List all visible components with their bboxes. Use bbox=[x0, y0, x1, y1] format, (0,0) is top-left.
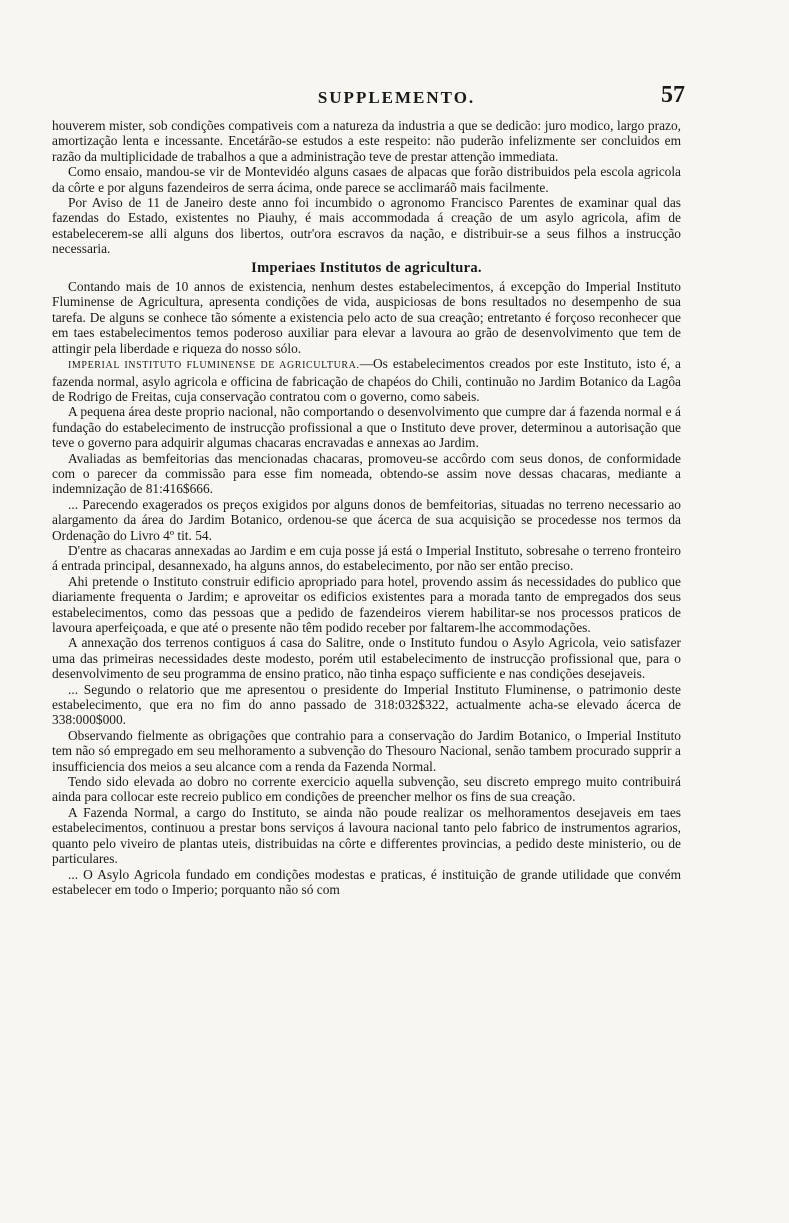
paragraph: Por Aviso de 11 de Janeiro deste anno foi incumbido o agronomo Francisco Parentes de examinar qual das fazendas do Estado, existentes no Piauhy, é mais accommodada á creação de um asylo agricola, afim de estabelecerem-se alli alguns dos libertos, outr'ora escravos da nação, e distribuir-se a seus filhos a instrucção necessaria. bbox=[52, 195, 681, 257]
paragraph-text: —Os estabelecimentos creados por este Instituto, isto é, a fazenda normal, asylo agricola e officina de fabricação de chapéos do Chili, continuão no Jardim Botanico da Lagôa de Rodrigo de Freitas, cuja conservação contratou com o governo, como sabeis. bbox=[52, 356, 681, 404]
paragraph: A pequena área deste proprio nacional, não comportando o desenvolvimento que cumpre dar á fazenda normal e á fundação do estabelecimento de instrucção profissional a que o Instituto deve prover, determinou a autorisação que teve o governo para adquirir algumas chacaras encravadas e annexas ao Jardim. bbox=[52, 404, 681, 451]
body-text bbox=[52, 118, 681, 897]
page-number: 57 bbox=[661, 82, 685, 108]
paragraph: D'entre as chacaras annexadas ao Jardim e em cuja posse já está o Imperial Instituto, sobresahe o terreno fronteiro á entrada principal, desannexado, ha alguns annos, do estabelecimento, por não ser então preciso. bbox=[52, 542, 681, 574]
paragraph: houverem mister, sob condições compativeis com a natureza da industria a que se dedicão: juro modico, largo prazo, amortização lenta e incessante. Encetárão-se estudos a este respeito: não puderão infelizmente ser concluidos em razão da multiplicidade de trabalhos a que a administração teve de prestar attenção immediata. bbox=[52, 118, 681, 164]
paragraph: Contando mais de 10 annos de existencia, nenhum destes estabelecimentos, á excepção do Imperial Instituto Fluminense de Agricultura, apresenta condições de vida, auspiciosas de bons resultados no desempenho de sua tarefa. De alguns se conhece tão sómente a existencia pelo acto de sua creação; entretanto é forçoso reconhecer que em taes estabelecimentos temos poderoso auxiliar para elevar a lavoura ao grão de desenvolvimento que tem de attingir pela liberdade e riqueza do nosso sólo. bbox=[52, 279, 681, 356]
paragraph: ... Segundo o relatorio que me apresentou o presidente do Imperial Instituto Fluminense, o patrimonio deste estabelecimento, que era no fim do anno passado de 318:032$322, actualmente acha-se elevado ácerca de 338:000$000. bbox=[52, 681, 681, 728]
paragraph: A annexação dos terrenos contiguos á casa do Salitre, onde o Instituto fundou o Asylo Agricola, veio satisfazer uma das primeiras necessidades deste modesto, porém util estabelecimento de instrucção profissional que, para o desenvolvimento de seu programma de ensino pratico, não tinha espaço sufficiente e nas condições desejaveis. bbox=[52, 635, 681, 682]
paragraph: A Fazenda Normal, a cargo do Instituto, se ainda não poude realizar os melhoramentos desejaveis em taes estabelecimentos, continuou a prestar bons serviços á lavoura nacional tanto pelo fabrico de instrumentos agrarios, quanto pelo viveiro de plantas uteis, distribuidas na côrte e differentes provincias, a pedido deste ministerio, ou de particulares. bbox=[52, 804, 681, 867]
page-header bbox=[52, 82, 685, 118]
section-heading: Imperiaes Institutos de agricultura. bbox=[251, 259, 482, 276]
paragraph-lead: IMPERIAL INSTITUTO FLUMINENSE DE AGRICULTURA. bbox=[68, 360, 360, 372]
paragraph: Avaliadas as bemfeitorias das mencionadas chacaras, promoveu-se accôrdo com seus donos, de conformidade com o parecer da commissão para esse fim nomeada, obtendo-se assim nove dessas chacaras, mediante a indemnização de 81:416$666. bbox=[52, 450, 681, 497]
paragraph: Observando fielmente as obrigações que contrahio para a conservação do Jardim Botanico, o Imperial Instituto tem não só empregado em seu melhoramento a subvenção do Thesouro Nacional, senão tambem procurado supprir a insufficiencia dos meios a seu alcance com a renda da Fazenda Normal. bbox=[52, 727, 681, 774]
running-head: SUPPLEMENTO. bbox=[317, 88, 476, 107]
paragraph: Ahi pretende o Instituto construir edificio apropriado para hotel, provendo assim ás necessidades do publico que diariamente frequenta o Jardim; e aproveitar os edificios existentes para a morada tanto de empregados dos seus estabelecimentos, como das pessoas que a pedido de fazendeiros vierem habilitar-se nos processos praticos de lavoura aperfeiçoada, e que até o presente não têm podido receber por faltarem-lhe accommodações. bbox=[52, 573, 681, 635]
paragraph: ... Parecendo exagerados os preços exigidos por alguns donos de bemfeitorias, situadas no terreno necessario ao alargamento da área do Jardim Botanico, ordenou-se que ácerca de sua acquisição se procedesse nos termos da Ordenação do Livro 4º tit. 54. bbox=[52, 496, 681, 543]
paragraph: Como ensaio, mandou-se vir de Montevidéo alguns casaes de alpacas que forão distribuidos pela escola agricola da côrte e por alguns fazendeiros de serra ácima, onde parece se acclimaráõ mais facilmente. bbox=[52, 164, 681, 195]
paragraph: Tendo sido elevada ao dobro no corrente exercicio aquella subvenção, seu discreto emprego muito contribuirá ainda para collocar este recreio publico em condições de preencher melhor os fins de sua creação. bbox=[52, 774, 681, 805]
paragraph bbox=[52, 356, 681, 404]
paragraph: ... O Asylo Agricola fundado em condições modestas e praticas, é instituição de grande utilidade que convém estabelecer em todo o Imperio; porquanto não só com bbox=[52, 866, 681, 897]
